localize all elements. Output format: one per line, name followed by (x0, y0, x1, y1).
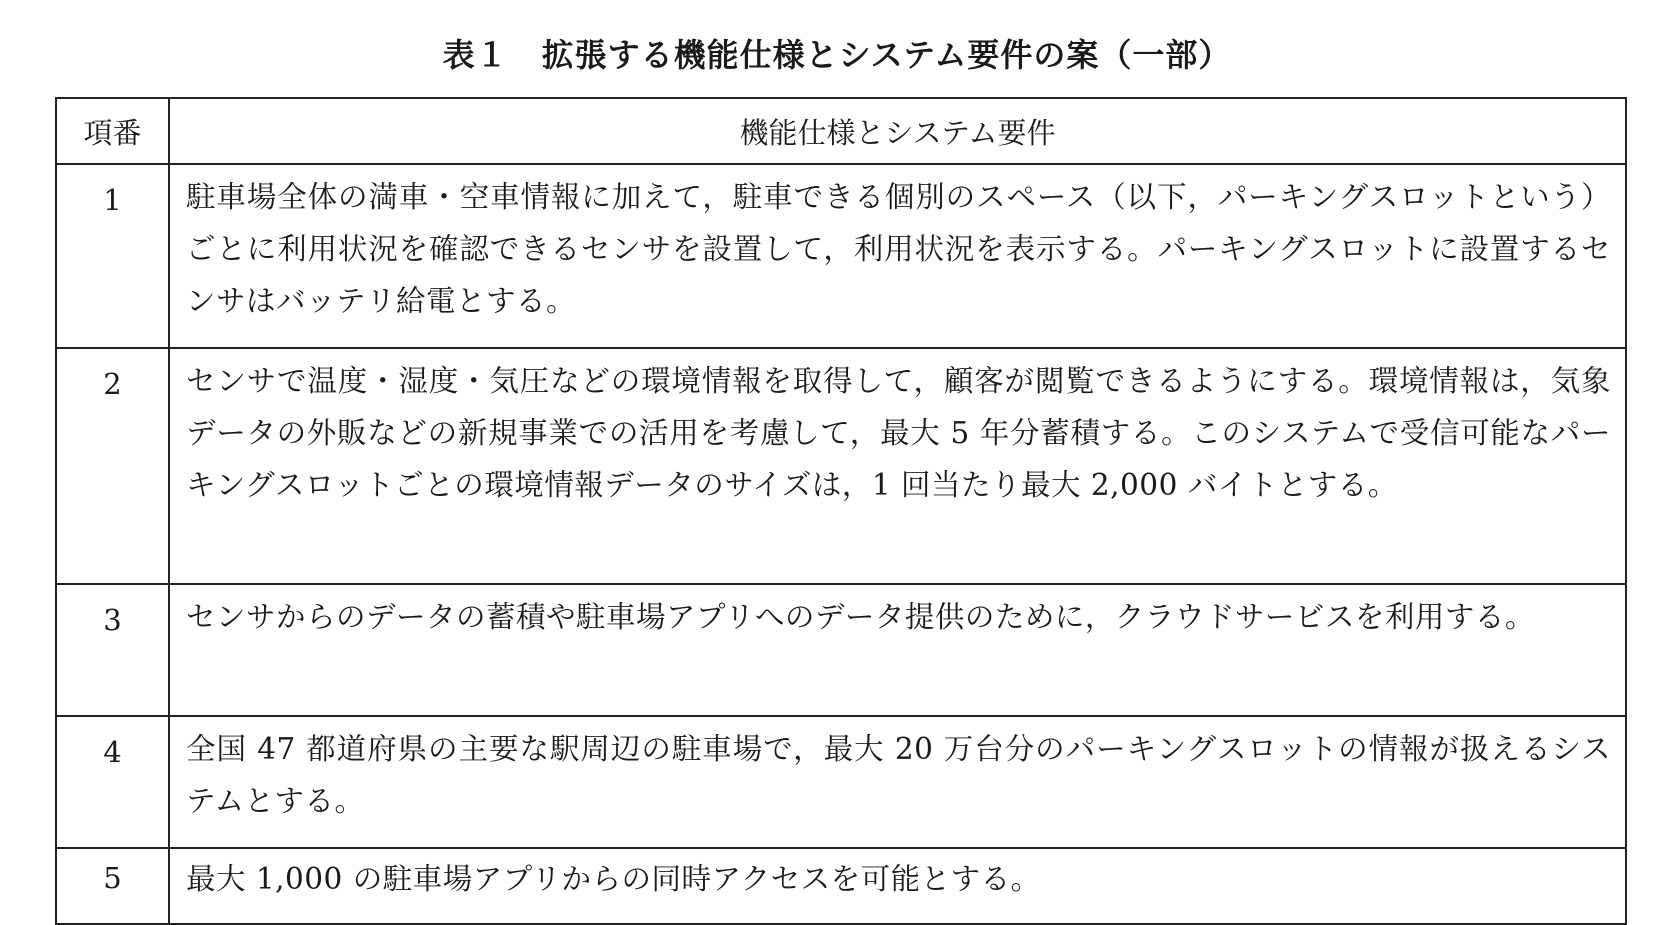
row-text: 全国 47 都道府県の主要な駅周辺の駐車場で，最大 20 万台分のパーキングスロットの情報が扱えるシステムとする。 (169, 716, 1626, 848)
row-number: 2 (56, 348, 169, 584)
row-text: センサからのデータの蓄積や駐車場アプリへのデータ提供のために，クラウドサービスを利用する。 (169, 584, 1626, 716)
row-text: センサで温度・湿度・気圧などの環境情報を取得して，顧客が閲覧できるようにする。環境情報は，気象データの外販などの新規事業での活用を考慮して，最大 5 年分蓄積する。このシステムで受信可能なパーキングスロットごとの環境情報データのサイズは，1 回当たり最大 2,000 バイトとする。 (169, 348, 1626, 584)
row-number: 4 (56, 716, 169, 848)
table-row (56, 848, 1626, 924)
table-row (56, 164, 1626, 348)
row-text: 駐車場全体の満車・空車情報に加えて，駐車できる個別のスペース（以下，パーキングスロットという）ごとに利用状況を確認できるセンサを設置して，利用状況を表示する。パーキングスロットに設置するセンサはバッテリ給電とする。 (169, 164, 1626, 348)
header-spec: 機能仕様とシステム要件 (169, 98, 1626, 164)
table-row (56, 716, 1626, 848)
table-header-row (56, 98, 1626, 164)
row-text: 最大 1,000 の駐車場アプリからの同時アクセスを可能とする。 (169, 848, 1626, 924)
row-number: 1 (56, 164, 169, 348)
row-number: 5 (56, 848, 169, 924)
spec-table (55, 97, 1627, 925)
row-number: 3 (56, 584, 169, 716)
header-item-number: 項番 (56, 98, 169, 164)
table-row (56, 348, 1626, 584)
table-row (56, 584, 1626, 716)
table-caption: 表１ 拡張する機能仕様とシステム要件の案（一部） (442, 36, 1232, 74)
